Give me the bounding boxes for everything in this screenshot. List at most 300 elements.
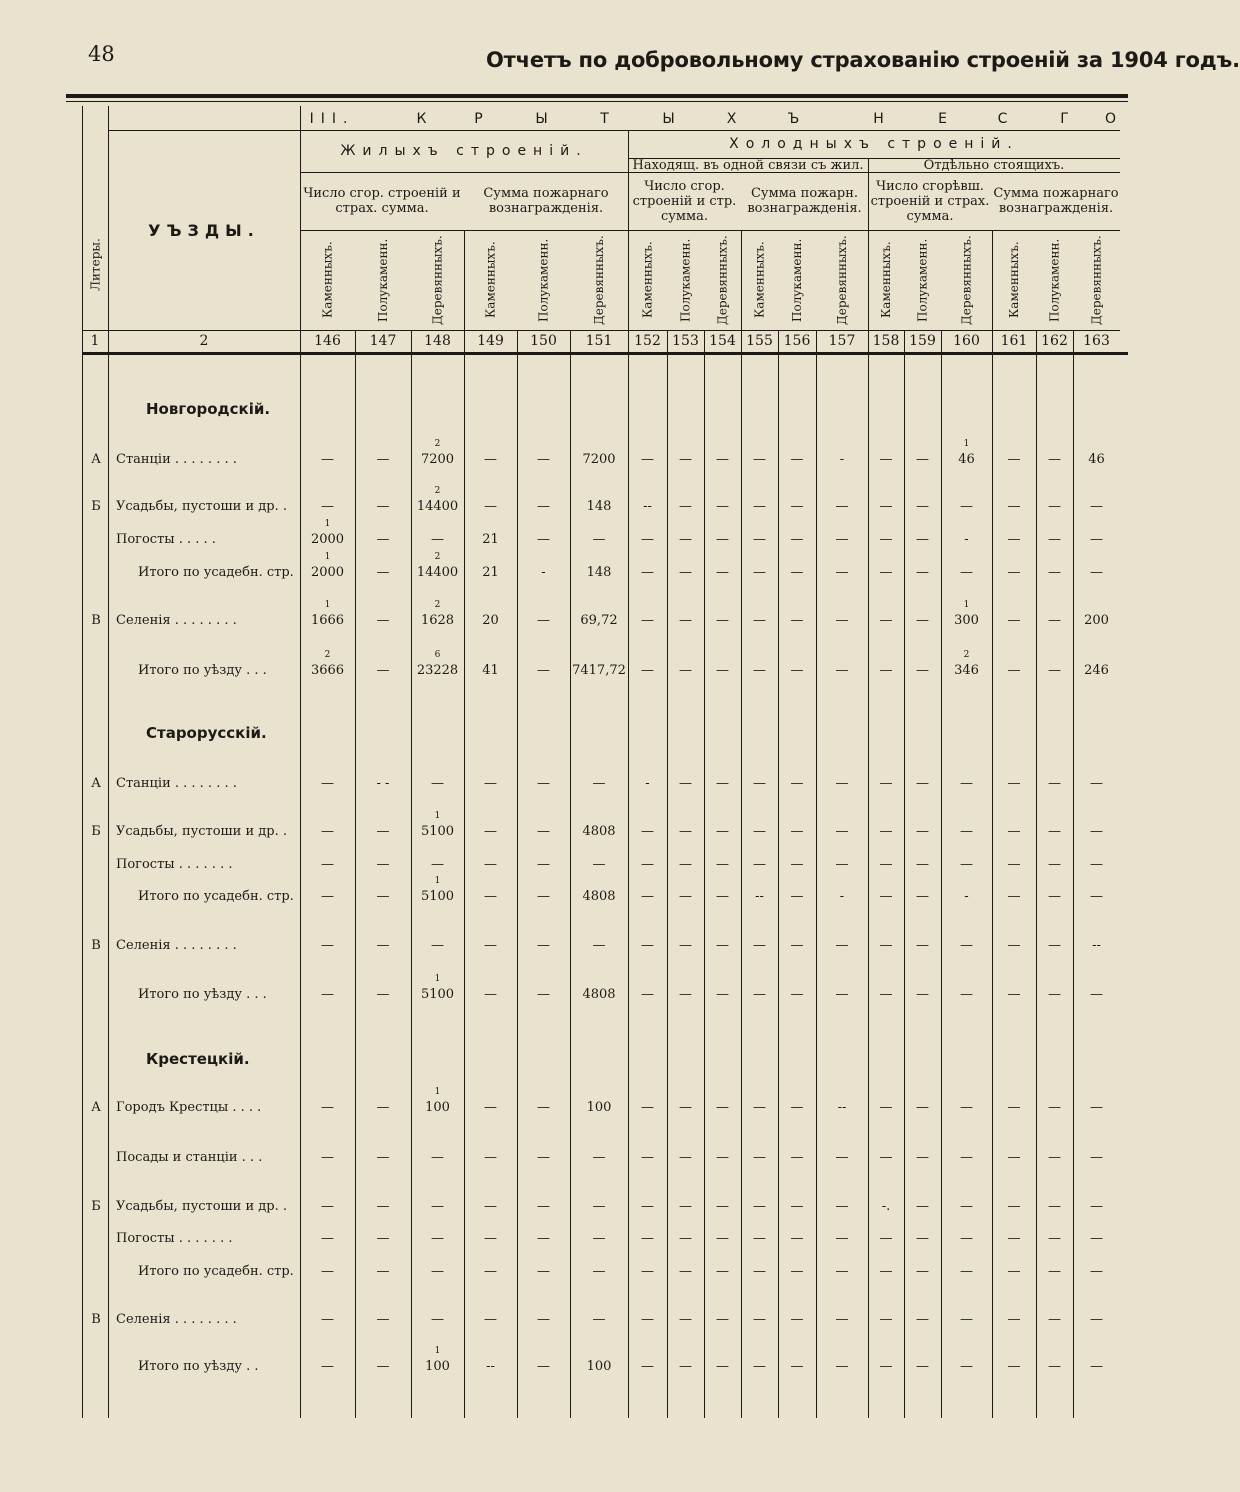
table-cell-value: — xyxy=(376,499,390,514)
table-cell-value: — xyxy=(753,1100,766,1115)
table-cell-value: — xyxy=(1090,857,1103,872)
table-cell-value: — xyxy=(835,1264,849,1279)
table-cell-value: — xyxy=(916,1231,929,1246)
section-letter: Ъ xyxy=(787,111,807,127)
table-cell-value: — xyxy=(321,452,334,467)
table-cell-value: — xyxy=(431,1312,444,1327)
table-cell-value: — xyxy=(592,1264,606,1279)
table-cell-value: — xyxy=(916,824,929,839)
row-label: Усадьбы, пустоши и др. . xyxy=(116,824,287,839)
row-label: Погосты . . . . . xyxy=(116,532,216,547)
table-cell-value: — xyxy=(916,565,929,580)
table-cell-value: — xyxy=(641,889,654,904)
table-cell-value: — xyxy=(592,938,606,953)
table-cell-value: — xyxy=(679,1150,692,1165)
building-count: 2 xyxy=(434,439,441,449)
table-cell-value: — xyxy=(790,565,804,580)
table-cell-value: — xyxy=(537,857,550,872)
column-separator xyxy=(355,330,356,1418)
table-cell-value: — xyxy=(1090,1312,1103,1327)
table-cell-value: - xyxy=(839,889,845,904)
table-cell-value: — xyxy=(484,1100,497,1115)
table-cell-value: — xyxy=(641,663,654,678)
table-cell-value: — xyxy=(1090,824,1103,839)
table-cell-value: — xyxy=(879,776,893,791)
table-cell-value: — xyxy=(916,1199,929,1214)
table-cell-value: — xyxy=(537,776,550,791)
table-cell-value: — xyxy=(537,499,550,514)
table-cell-value: - xyxy=(645,776,650,791)
table-cell-value: — xyxy=(790,1199,804,1214)
table-cell-value: — xyxy=(1090,1359,1103,1374)
table-cell-value: — xyxy=(790,776,804,791)
table-cell-value: — xyxy=(376,565,390,580)
table-cell-value: — xyxy=(376,452,390,467)
table-cell-value: 300 xyxy=(954,613,979,628)
table-cell-value: — xyxy=(1007,857,1021,872)
table-cell-value: 100 xyxy=(586,1359,612,1374)
table-cell-value: — xyxy=(679,1264,692,1279)
column-number: 150 xyxy=(530,333,557,349)
table-cell-value: — xyxy=(376,1359,390,1374)
table-cell-value: — xyxy=(376,532,390,547)
material-header: Каменныхъ. xyxy=(640,241,655,319)
table-cell-value: — xyxy=(1007,824,1021,839)
row-label: Итого по усадебн. стр. xyxy=(138,889,294,904)
table-cell-value: 5100 xyxy=(420,889,455,904)
table-cell-value: — xyxy=(753,1231,766,1246)
table-cell-value: — xyxy=(679,613,692,628)
column-number: 161 xyxy=(1000,333,1028,349)
table-cell-value: — xyxy=(484,1199,497,1214)
table-cell-value: — xyxy=(376,938,390,953)
table-cell-value: — xyxy=(879,565,893,580)
table-cell-value: — xyxy=(1007,1199,1021,1214)
table-cell-value: — xyxy=(835,499,849,514)
table-cell-value: — xyxy=(1048,499,1061,514)
table-cell-value: — xyxy=(753,938,766,953)
table-cell-value: — xyxy=(790,889,804,904)
table-cell-value: — xyxy=(321,1312,334,1327)
table-cell-value: — xyxy=(716,1199,729,1214)
table-cell-value: — xyxy=(716,824,729,839)
table-cell-value: — xyxy=(960,1199,973,1214)
table-cell-value: — xyxy=(753,452,766,467)
section-letter: О xyxy=(1104,111,1124,127)
table-cell-value: — xyxy=(679,1199,692,1214)
table-cell-value: 148 xyxy=(586,565,612,580)
table-cell-value: — xyxy=(321,824,334,839)
table-cell-value: 2000 xyxy=(310,532,345,547)
row-label: Погосты . . . . . . . xyxy=(116,1231,233,1246)
table-cell-value: 21 xyxy=(482,532,499,547)
section-letter: Т xyxy=(600,111,616,127)
table-cell-value: — xyxy=(537,824,550,839)
table-cell-value: — xyxy=(835,1150,849,1165)
table-cell-value: — xyxy=(376,889,390,904)
table-cell-value: — xyxy=(879,1100,893,1115)
table-cell-value: — xyxy=(679,1231,692,1246)
table-cell-value: — xyxy=(879,824,893,839)
table-cell-value: — xyxy=(376,1264,390,1279)
material-header: Деревянныхъ. xyxy=(430,235,445,325)
table-cell-value: 41 xyxy=(482,663,499,678)
table-cell-value: — xyxy=(916,1359,929,1374)
table-cell-value: — xyxy=(790,1100,804,1115)
table-cell-value: 1666 xyxy=(310,613,345,628)
table-cell-value: — xyxy=(1007,776,1021,791)
table-cell-value: — xyxy=(716,663,729,678)
table-cell-value: — xyxy=(321,1359,334,1374)
table-cell-value: — xyxy=(431,1199,444,1214)
row-label: Селенія . . . . . . . . xyxy=(116,613,237,628)
row-label: Итого по уѣзду . . . xyxy=(138,663,267,678)
building-count: 1 xyxy=(324,600,331,610)
column-number: 160 xyxy=(953,333,980,349)
table-cell-value: — xyxy=(537,1312,550,1327)
table-cell-value: — xyxy=(716,1100,729,1115)
table-cell-value: — xyxy=(835,824,849,839)
material-header: Деревянныхъ. xyxy=(1089,235,1104,325)
column-number: 158 xyxy=(872,333,900,349)
table-cell-value: — xyxy=(1090,776,1103,791)
table-cell-value: — xyxy=(641,532,654,547)
table-cell-value: — xyxy=(1090,1150,1103,1165)
table-cell-value: 7200 xyxy=(420,452,455,467)
table-cell-value: — xyxy=(321,987,334,1002)
section-letter: К xyxy=(416,111,434,127)
table-cell-value: — xyxy=(679,499,692,514)
table-cell-value: 1628 xyxy=(420,613,455,628)
table-cell-value: — xyxy=(376,663,390,678)
table-cell-value: — xyxy=(537,938,550,953)
table-cell-value: 23228 xyxy=(416,663,459,678)
table-cell-value: — xyxy=(376,1100,390,1115)
table-cell-value: — xyxy=(916,857,929,872)
building-count: 1 xyxy=(434,1087,441,1097)
building-count: 2 xyxy=(434,552,441,562)
connected-header: Находящ. въ одной связи съ жил. xyxy=(632,157,864,173)
separate-header: Отдѣльно стоящихъ. xyxy=(923,157,1065,173)
table-cell-value: — xyxy=(431,1150,444,1165)
section-letter: Н xyxy=(873,111,891,127)
table-cell-value: — xyxy=(879,532,893,547)
table-cell-value: — xyxy=(716,857,729,872)
table-cell-value: — xyxy=(484,1150,497,1165)
row-label: Усадьбы, пустоши и др. . xyxy=(116,1199,287,1214)
table-cell-value: — xyxy=(960,1359,973,1374)
row-label: Станціи . . . . . . . . xyxy=(116,452,237,467)
section-letter: С xyxy=(997,111,1015,127)
table-cell-value: — xyxy=(835,1199,849,1214)
table-cell-value: — xyxy=(1007,499,1021,514)
litera-mark: Б xyxy=(91,824,101,839)
table-cell-value: — xyxy=(790,1312,804,1327)
table-cell-value: — xyxy=(790,987,804,1002)
table-cell-value: — xyxy=(321,499,334,514)
table-cell-value: — xyxy=(376,1150,390,1165)
table-cell-value: — xyxy=(835,857,849,872)
building-count: 6 xyxy=(434,650,441,660)
table-cell-value: -- xyxy=(486,1359,495,1374)
table-cell-value: — xyxy=(321,776,334,791)
table-cell-value: — xyxy=(537,613,550,628)
table-cell-value: — xyxy=(753,1359,766,1374)
table-cell-value: — xyxy=(790,1150,804,1165)
table-cell-value: — xyxy=(753,824,766,839)
table-cell-value: — xyxy=(1090,1231,1103,1246)
table-cell-value: — xyxy=(679,824,692,839)
table-cell-value: — xyxy=(321,938,334,953)
table-cell-value: — xyxy=(641,1359,654,1374)
table-cell-value: — xyxy=(1048,1264,1061,1279)
uezdy-header: УЪЗДЫ. xyxy=(148,220,260,240)
building-count: 2 xyxy=(434,600,441,610)
table-cell-value: — xyxy=(1048,1100,1061,1115)
table-cell-value: — xyxy=(879,1312,893,1327)
table-cell-value: — xyxy=(431,938,444,953)
table-cell-value: — xyxy=(1007,452,1021,467)
table-cell-value: — xyxy=(1048,824,1061,839)
table-cell-value: — xyxy=(641,987,654,1002)
table-cell-value: — xyxy=(679,663,692,678)
row-label: Селенія . . . . . . . . xyxy=(116,938,237,953)
table-cell-value: — xyxy=(716,987,729,1002)
column-number: 159 xyxy=(909,333,936,349)
table-cell-value: — xyxy=(321,1100,334,1115)
table-cell-value: -. xyxy=(881,1199,891,1214)
table-cell-value: — xyxy=(1048,1199,1061,1214)
table-cell-value: — xyxy=(679,452,692,467)
table-cell-value: — xyxy=(1007,889,1021,904)
table-cell-value: — xyxy=(537,889,550,904)
table-cell-value: 7200 xyxy=(582,452,616,467)
building-count: 2 xyxy=(434,486,441,496)
table-cell-value: 7417,72 xyxy=(572,663,626,678)
table-cell-value: — xyxy=(835,1359,849,1374)
column-number: 163 xyxy=(1083,333,1110,349)
table-cell-value: — xyxy=(537,1199,550,1214)
table-cell-value: — xyxy=(960,857,973,872)
table-cell-value: — xyxy=(484,499,497,514)
table-cell-value: — xyxy=(879,1231,893,1246)
table-cell-value: — xyxy=(835,532,849,547)
building-count: 2 xyxy=(324,650,331,660)
table-cell-value: 100 xyxy=(425,1359,450,1374)
building-count: 1 xyxy=(324,552,331,562)
table-cell-value: — xyxy=(484,938,497,953)
table-cell-value: 346 xyxy=(954,663,979,678)
table-cell-value: — xyxy=(1048,1231,1061,1246)
table-cell-value: — xyxy=(1048,1312,1061,1327)
table-cell-value: — xyxy=(641,1231,654,1246)
table-cell-value: — xyxy=(1007,565,1021,580)
table-cell-value: — xyxy=(321,857,334,872)
table-cell-value: — xyxy=(1048,938,1061,953)
table-cell-value: 2000 xyxy=(310,565,345,580)
row-label: Итого по усадебн. стр. xyxy=(138,1264,294,1279)
table-cell-value: 246 xyxy=(1084,663,1109,678)
table-cell-value: — xyxy=(916,663,929,678)
table-cell-value: — xyxy=(376,987,390,1002)
table-cell-value: - xyxy=(964,532,969,547)
table-cell-value: — xyxy=(835,613,849,628)
building-count: 1 xyxy=(434,974,441,984)
column-separator xyxy=(517,330,518,1418)
table-cell-value: — xyxy=(790,613,804,628)
table-cell-value: 69,72 xyxy=(580,613,618,628)
table-cell-value: — xyxy=(716,499,729,514)
column-number: 154 xyxy=(709,333,736,349)
column-number: 153 xyxy=(672,333,699,349)
table-cell-value: — xyxy=(641,938,654,953)
litera-mark: Б xyxy=(91,1199,101,1214)
table-cell-value: — xyxy=(376,1312,390,1327)
litery-header: Литеры. xyxy=(88,238,103,292)
table-cell-value: — xyxy=(679,987,692,1002)
table-cell-value: — xyxy=(879,889,893,904)
table-cell-value: -- xyxy=(755,889,764,904)
table-cell-value: — xyxy=(1048,532,1061,547)
table-cell-value: — xyxy=(1007,663,1021,678)
table-cell-value: — xyxy=(679,1100,692,1115)
section-letter: Ы xyxy=(662,111,682,127)
table-cell-value: — xyxy=(716,938,729,953)
table-cell-value: — xyxy=(376,857,390,872)
material-header: Деревянныхъ. xyxy=(592,235,606,325)
table-cell-value: — xyxy=(960,987,973,1002)
table-cell-value: 21 xyxy=(482,565,499,580)
column-separator xyxy=(1073,330,1074,1418)
table-cell-value: — xyxy=(1007,1359,1021,1374)
table-cell-value: — xyxy=(1007,613,1021,628)
subgroup-header: Сумма пожарнаго вознагражденія. xyxy=(483,186,609,216)
column-separator xyxy=(704,330,705,1418)
column-number: 152 xyxy=(634,333,661,349)
column-separator xyxy=(667,330,668,1418)
table-cell-value: 46 xyxy=(958,452,975,467)
row-label: Усадьбы, пустоши и др. . xyxy=(116,499,287,514)
table-cell-value: — xyxy=(641,1312,654,1327)
table-cell-value: — xyxy=(431,776,444,791)
table-cell-value: — xyxy=(1048,776,1061,791)
column-separator xyxy=(816,330,817,1418)
table-cell-value: — xyxy=(716,1150,729,1165)
table-cell-value: 20 xyxy=(482,613,499,628)
table-cell-value: — xyxy=(1090,889,1103,904)
material-header: Деревянныхъ. xyxy=(835,235,849,325)
table-cell-value: — xyxy=(537,987,550,1002)
table-cell-value: — xyxy=(679,1359,692,1374)
litera-mark: А xyxy=(91,776,101,791)
row-label: Итого по уѣзду . . xyxy=(138,1359,259,1374)
table-cell-value: - - xyxy=(376,776,390,791)
table-cell-value: — xyxy=(592,532,606,547)
table-cell-value: — xyxy=(753,613,766,628)
table-cell-value: — xyxy=(716,1231,729,1246)
section-letter: Х xyxy=(726,111,744,127)
material-header: Полукаменн. xyxy=(678,238,693,322)
table-cell-value: — xyxy=(1048,663,1061,678)
material-header: Каменныхъ. xyxy=(1007,241,1021,319)
column-number: 157 xyxy=(828,333,856,349)
table-cell-value: — xyxy=(879,857,893,872)
table-cell-value: — xyxy=(376,1231,390,1246)
table-cell-value: — xyxy=(879,1150,893,1165)
table-cell-value: — xyxy=(716,565,729,580)
table-cell-value: — xyxy=(431,1231,444,1246)
table-cell-value: 100 xyxy=(586,1100,612,1115)
building-count: 1 xyxy=(434,1346,441,1356)
table-cell-value: — xyxy=(790,857,804,872)
table-cell-value: 4808 xyxy=(582,889,616,904)
column-number: 148 xyxy=(424,333,451,349)
table-cell-value: -- xyxy=(1092,938,1101,953)
table-cell-value: — xyxy=(716,532,729,547)
cold-header: Холодныхъ строеній. xyxy=(729,136,1019,152)
table-cell-value: — xyxy=(537,532,550,547)
table-cell-value: — xyxy=(484,452,497,467)
table-cell-value: — xyxy=(321,1231,334,1246)
table-cell-value: — xyxy=(679,938,692,953)
table-cell-value: — xyxy=(641,1150,654,1165)
table-cell-value: — xyxy=(835,1312,849,1327)
table-cell-value: — xyxy=(790,1231,804,1246)
table-cell-value: — xyxy=(753,663,766,678)
table-cell-value: — xyxy=(1090,1100,1103,1115)
table-cell-value: — xyxy=(753,532,766,547)
table-cell-value: — xyxy=(753,857,766,872)
table-cell-value: 14400 xyxy=(416,565,459,580)
district-name: Старорусскій. xyxy=(146,724,267,742)
material-header: Полукаменн. xyxy=(536,238,551,322)
district-name: Новгородскій. xyxy=(146,400,271,418)
table-cell-value: — xyxy=(376,824,390,839)
table-cell-value: — xyxy=(592,1231,606,1246)
table-cell-value: — xyxy=(679,565,692,580)
table-cell-value: — xyxy=(960,776,973,791)
table-cell-value: — xyxy=(835,987,849,1002)
column-separator xyxy=(904,330,905,1418)
table-cell-value: — xyxy=(641,1199,654,1214)
table-cell-value: 46 xyxy=(1088,452,1105,467)
table-cell-value: — xyxy=(1007,1150,1021,1165)
column-separator xyxy=(941,330,942,1418)
section-letter: Ы xyxy=(535,111,555,127)
litera-separator xyxy=(108,106,109,1418)
building-count: 1 xyxy=(324,519,331,529)
table-cell-value: — xyxy=(679,1312,692,1327)
table-cell-value: — xyxy=(592,776,606,791)
table-cell-value: — xyxy=(879,452,893,467)
table-cell-value: — xyxy=(790,824,804,839)
row-label: Городъ Крестцы . . . . xyxy=(116,1100,262,1115)
table-cell-value: — xyxy=(716,889,729,904)
table-cell-value: — xyxy=(537,1231,550,1246)
table-cell-value: — xyxy=(916,613,929,628)
column-number: 162 xyxy=(1041,333,1068,349)
column-number: 149 xyxy=(477,333,504,349)
table-cell-value: — xyxy=(1048,889,1061,904)
building-count: 2 xyxy=(963,650,970,660)
column-number: 2 xyxy=(199,333,209,349)
table-cell-value: 3666 xyxy=(310,663,345,678)
table-cell-value: — xyxy=(592,857,606,872)
table-cell-value: — xyxy=(716,452,729,467)
table-cell-value: — xyxy=(1048,452,1061,467)
table-cell-value: — xyxy=(716,776,729,791)
table-cell-value: — xyxy=(916,889,929,904)
